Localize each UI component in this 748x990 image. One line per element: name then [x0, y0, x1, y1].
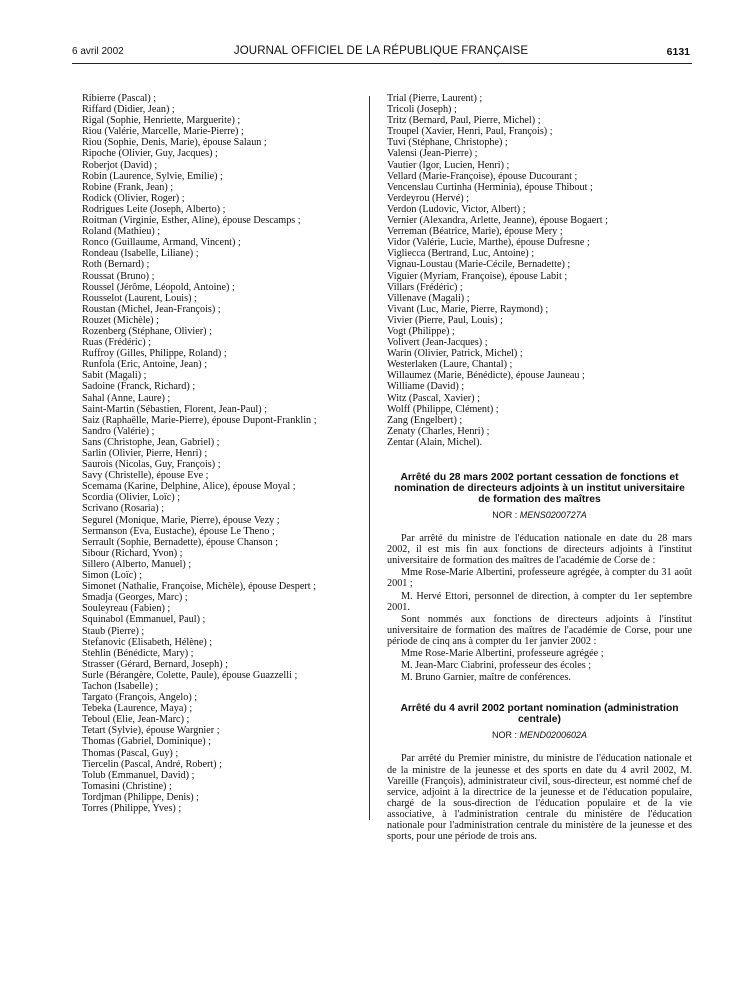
name-entry: Saiz (Raphaëlle, Marie-Pierre), épouse Dupont-Franklin ; — [82, 414, 317, 426]
name-entry: Vignau-Loustau (Marie-Cécile, Bernadette) ; — [387, 259, 571, 271]
name-entry: Sarlin (Olivier, Pierre, Henri) ; — [82, 448, 208, 459]
name-entry: Zang (Engelbert) ; — [387, 414, 463, 426]
arrete-1-paragraph: Mme Rose-Marie Albertini, professeure agrégée ; — [401, 648, 604, 660]
name-entry: Witz (Pascal, Xavier) ; — [387, 392, 480, 404]
name-entry: Vautier (Igor, Lucien, Henri) ; — [387, 159, 510, 171]
arrete-1-title: Arrêté du 28 mars 2002 portant cessation de fonctions et nomination de directeurs adjoints à un institut universitaire de formation des maîtres — [394, 472, 685, 505]
name-entry: Teboul (Elie, Jean-Marc) ; — [82, 714, 190, 726]
name-entry: Staub (Pierre) ; — [82, 625, 145, 637]
name-entry: Sans (Christophe, Jean, Gabriel) ; — [82, 436, 220, 448]
name-entry: Ruffroy (Gilles, Philippe, Roland) ; — [82, 348, 227, 360]
name-entry: Rodick (Olivier, Roger) ; — [82, 192, 185, 204]
name-entry: Roitman (Virginie, Esther, Aline), épouse Descamps ; — [82, 215, 301, 227]
name-entry: Saurois (Nicolas, Guy, François) ; — [82, 459, 221, 471]
name-entry: Tuvi (Stéphane, Christophe) ; — [387, 137, 508, 149]
name-entry: Segurel (Monique, Marie, Pierre), épouse Vezy ; — [82, 514, 280, 526]
name-entry: Torres (Philippe, Yves) ; — [82, 803, 182, 814]
name-entry: Vellard (Marie-Françoise), épouse Ducourant ; — [387, 170, 578, 182]
name-entry: Verreman (Béatrice, Marie), épouse Mery ; — [387, 226, 563, 238]
name-entry: Smadja (Georges, Marc) ; — [82, 592, 188, 604]
name-entry: Valensi (Jean-Pierre) ; — [387, 148, 478, 160]
name-entry: Saint-Martin (Sébastien, Florent, Jean-Paul) ; — [82, 403, 268, 415]
name-entry: Squinabol (Emmanuel, Paul) ; — [82, 614, 206, 626]
name-entry: Rodrigues Leite (Joseph, Alberto) ; — [82, 203, 226, 215]
name-entry: Roustan (Michel, Jean-François) ; — [82, 303, 221, 315]
name-entry: Sadoine (Franck, Richard) ; — [82, 381, 196, 393]
name-entry: Strasser (Gérard, Bernard, Joseph) ; — [82, 658, 228, 670]
arrete-2-title: Arrêté du 4 avril 2002 portant nomination (administration centrale) — [400, 703, 679, 726]
right-name-list — [387, 93, 692, 448]
name-entry: Scordia (Olivier, Loïc) ; — [82, 492, 181, 504]
name-entry: Ruas (Frédéric) ; — [82, 337, 152, 349]
page-header — [72, 46, 690, 64]
right-column — [387, 93, 692, 842]
column-divider — [369, 96, 370, 820]
arrete-1-paragraph: M. Bruno Garnier, maître de conférences. — [401, 672, 571, 684]
name-entry: Robine (Frank, Jean) ; — [82, 181, 174, 193]
name-entry: Roussat (Bruno) ; — [82, 270, 155, 282]
header-rule — [72, 63, 692, 64]
name-entry: Zenaty (Charles, Henri) ; — [387, 425, 490, 437]
header-date: 6 avril 2002 — [72, 46, 124, 57]
name-entry: Stehlin (Bénédicte, Mary) ; — [82, 647, 194, 659]
arrete-1-paragraph: Sont nommés aux fonctions de directeurs adjoints à l'institut universitaire de formation des maîtres de l'académie de Corse, pour une période de cinq ans à compter du 1er janvier 2002 : — [387, 613, 692, 647]
arrete-2-paragraph: Par arrêté du Premier ministre, du ministre de l'éducation nationale et de la ministre de la jeunesse et des sports en date du 4 avril 2002, M. Vareille (François), administrateur civil, sous-directeur, est nommé chef de service, adjoint à la directrice de la jeunesse et de l'éducation populaire, chargé de la sous-direction de l'éducation populaire et de la vie associative, à l'administration centrale du ministère de l'éducation nationale pour l'administration centrale du ministère de la jeunesse et des sports, pour une période de trois ans. — [387, 753, 692, 843]
name-entry: Scemama (Karine, Delphine, Alice), épouse Moyal ; — [82, 481, 296, 493]
name-entry: Stefanovic (Elisabeth, Hélène) ; — [82, 636, 213, 648]
nor-code: MEND0200602A — [519, 730, 588, 741]
arrete-1-paragraph: Par arrêté du ministre de l'éducation nationale en date du 28 mars 2002, il est mis fin aux fonctions de directeurs adjoints à l'institut universitaire de formation des maîtres de l'académie de Corse de : — [387, 533, 692, 567]
name-entry: Vigliecca (Bertrand, Luc, Antoine) ; — [387, 248, 535, 260]
name-entry: Rouzet (Michèle) ; — [82, 314, 159, 326]
name-entry: Tebeka (Laurence, Maya) ; — [82, 703, 193, 715]
name-entry: Riou (Sophie, Denis, Marie), épouse Salaun ; — [82, 137, 267, 149]
name-entry: Rigal (Sophie, Henriette, Marguerite) ; — [82, 115, 241, 127]
name-entry: Sabit (Magali) ; — [82, 370, 147, 382]
nor-label: NOR : — [491, 730, 517, 741]
name-entry: Tetart (Sylvie), épouse Wargnier ; — [82, 725, 220, 737]
name-entry: Viguier (Myriam, Françoise), épouse Labit ; — [387, 270, 568, 282]
name-entry: Roth (Bernard) ; — [82, 259, 150, 271]
name-entry: Verdon (Ludovic, Victor, Albert) ; — [387, 203, 526, 215]
name-entry: Williame (David) ; — [387, 381, 465, 393]
name-entry: Robin (Laurence, Sylvie, Emilie) ; — [82, 170, 223, 182]
name-entry: Roberjot (David) ; — [82, 159, 158, 171]
name-entry: Wolff (Philippe, Clément) ; — [387, 403, 499, 415]
name-entry: Rousselot (Laurent, Louis) ; — [82, 292, 197, 304]
name-entry: Riffard (Didier, Jean) ; — [82, 104, 175, 116]
name-entry: Tolub (Emmanuel, David) ; — [82, 769, 195, 781]
name-entry: Serrault (Sophie, Bernadette), épouse Chanson ; — [82, 536, 279, 548]
name-entry: Tomasini (Christine) ; — [82, 780, 172, 792]
name-entry: Rozenberg (Stéphane, Olivier) ; — [82, 325, 212, 337]
name-entry: Thomas (Pascal, Guy) ; — [82, 747, 179, 759]
name-entry: Souleyreau (Fabien) ; — [82, 603, 171, 615]
name-entry: Vencenslau Curtinha (Herminia), épouse Thibout ; — [387, 181, 593, 193]
name-entry: Tordjman (Philippe, Denis) ; — [82, 791, 199, 803]
name-entry: Sermanson (Eva, Eustache), épouse Le Theno ; — [82, 525, 275, 537]
page-number: 6131 — [666, 46, 690, 58]
name-entry: Westerlaken (Laure, Chantal) ; — [387, 359, 513, 371]
name-entry: Runfola (Eric, Antoine, Jean) ; — [82, 359, 208, 371]
name-entry: Tritz (Bernard, Paul, Pierre, Michel) ; — [387, 115, 541, 127]
arrete-1-nor — [387, 510, 692, 521]
name-entry: Tiercelin (Pascal, André, Robert) ; — [82, 758, 222, 770]
name-entry: Vogt (Philippe) ; — [387, 325, 455, 337]
name-entry: Trial (Pierre, Laurent) ; — [387, 93, 483, 104]
name-entry: Ribierre (Pascal) ; — [82, 93, 157, 104]
name-entry: Volivert (Jean-Jacques) ; — [387, 337, 488, 349]
name-entry: Willaumez (Marie, Bénédicte), épouse Jauneau ; — [387, 370, 585, 382]
name-entry: Savy (Christelle), épouse Eve ; — [82, 470, 209, 482]
name-entry: Zentar (Alain, Michel). — [387, 436, 483, 448]
left-column — [82, 93, 360, 814]
name-entry: Troupel (Xavier, Henri, Paul, François) ; — [387, 126, 553, 138]
name-entry: Rondeau (Isabelle, Liliane) ; — [82, 248, 199, 260]
name-entry: Tachon (Isabelle) ; — [82, 680, 159, 692]
name-entry: Thomas (Gabriel, Dominique) ; — [82, 736, 212, 748]
nor-code: MENS0200727A — [519, 510, 587, 520]
name-entry: Simon (Loïc) ; — [82, 570, 142, 582]
name-entry: Surle (Bérangère, Colette, Paule), épouse Guazzelli ; — [82, 669, 298, 681]
arrete-1-paragraph: Mme Rose-Marie Albertini, professeure agrégée, à compter du 31 août 2001 ; — [387, 567, 692, 590]
name-entry: Vivier (Pierre, Paul, Louis) ; — [387, 314, 503, 326]
name-entry: Villenave (Magali) ; — [387, 292, 470, 304]
name-entry: Riou (Valérie, Marcelle, Marie-Pierre) ; — [82, 126, 244, 138]
name-entry: Tricoli (Joseph) ; — [387, 104, 457, 116]
name-entry: Sahal (Anne, Laure) ; — [82, 392, 171, 404]
name-entry: Sibour (Richard, Yvon) ; — [82, 547, 183, 559]
name-entry: Vivant (Luc, Marie, Pierre, Raymond) ; — [387, 303, 549, 315]
name-entry: Sillero (Alberto, Manuel) ; — [82, 558, 192, 570]
journal-title: JOURNAL OFFICIEL DE LA RÉPUBLIQUE FRANÇAISE — [233, 45, 529, 57]
name-entry: Simonet (Nathalie, Françoise, Michèle), épouse Despert ; — [82, 581, 316, 593]
name-entry: Vidor (Valérie, Lucie, Marthe), épouse Dufresne ; — [387, 237, 590, 249]
name-entry: Ripoche (Olivier, Guy, Jacques) ; — [82, 148, 218, 160]
name-entry: Ronco (Guillaume, Armand, Vincent) ; — [82, 237, 241, 249]
name-entry: Villars (Frédéric) ; — [387, 281, 463, 293]
name-entry: Scrivano (Rosaria) ; — [82, 503, 165, 515]
arrete-1-paragraph: M. Hervé Ettori, personnel de direction, à compter du 1er septembre 2001. — [387, 590, 692, 613]
name-entry: Targato (François, Angelo) ; — [82, 692, 198, 704]
arrete-1-paragraph: M. Jean-Marc Ciabrini, professeur des écoles ; — [401, 660, 592, 672]
name-entry: Verdeyrou (Hervé) ; — [387, 192, 470, 204]
name-entry: Sandro (Valérie) ; — [82, 425, 155, 437]
name-entry: Warin (Olivier, Patrick, Michel) ; — [387, 348, 523, 360]
name-entry: Roland (Mathieu) ; — [82, 226, 161, 238]
nor-label: NOR : — [492, 510, 518, 520]
arrete-2-nor — [387, 730, 692, 741]
name-entry: Vernier (Alexandra, Arlette, Jeanne), épouse Bogaert ; — [387, 215, 608, 227]
name-entry: Roussel (Jérôme, Léopold, Antoine) ; — [82, 281, 235, 293]
